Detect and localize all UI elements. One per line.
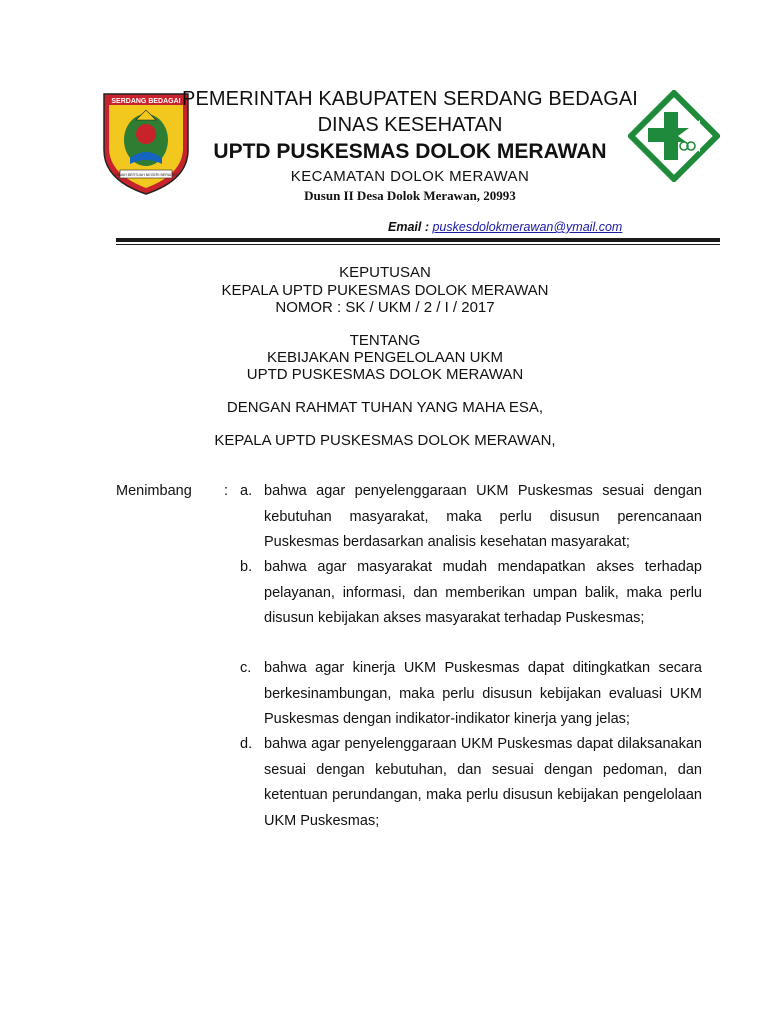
item-text-a: bahwa agar penyelenggaraan UKM Puskesmas sesuai dengan kebutuhan masyarakat, maka perlu disusun perencanaan Puskesmas berdasarkan analisis kesehatan masyarakat; (264, 483, 702, 550)
letterhead-email-row (388, 220, 622, 234)
letterhead-divider-thin (116, 244, 720, 245)
item-text-b: bahwa agar masyarakat mudah mendapatkan akses terhadap pelayanan, informasi, dan memberikan umpan balik, maka perlu disusun kebijakan akses masyarakat terhadap Puskesmas; (264, 559, 702, 626)
email-link[interactable]: puskesdolokmerawan@ymail.com (432, 220, 623, 234)
letterhead-government: PEMERINTAH KABUPATEN SERDANG BEDAGAI (182, 88, 638, 110)
email-label: Email : (388, 220, 433, 234)
title-rahmat: DENGAN RAHMAT TUHAN YANG MAHA ESA, (226, 399, 544, 416)
item-mark-a: a. (240, 483, 253, 499)
crest-motto-text: TANAH BERTUAH NEGERI BERADAT (114, 173, 178, 177)
letterhead-department: DINAS KESEHATAN (317, 114, 503, 136)
title-keputusan: KEPUTUSAN (339, 264, 431, 281)
item-mark-d: d. (240, 736, 253, 752)
title-kepala-signatory: KEPALA UPTD PUSKESMAS DOLOK MERAWAN, (214, 432, 556, 449)
title-kepala: KEPALA UPTD PUKESMAS DOLOK MERAWAN (221, 282, 549, 299)
letterhead-address: Dusun II Desa Dolok Merawan, 20993 (304, 188, 516, 203)
title-uptd: UPTD PUSKESMAS DOLOK MERAWAN (246, 366, 524, 383)
item-mark-c: c. (240, 660, 252, 676)
item-text-c: bahwa agar kinerja UKM Puskesmas dapat ditingkatkan secara berkesinambungan, maka perlu disusun kebijakan evaluasi UKM Puskesmas dengan indikator-indikator kinerja yang jelas; (264, 660, 702, 727)
item-text-d: bahwa agar penyelenggaraan UKM Puskesmas dapat dilaksanakan sesuai dengan kebutuhan, dan sesuai dengan pedoman, dan ketentuan perundangan, maka perlu disusun kebijakan pengelolaan UKM Puskesmas; (264, 736, 702, 829)
menimbang-colon: : (224, 483, 229, 499)
title-kebijakan: KEBIJAKAN PENGELOLAAN UKM (267, 349, 503, 366)
item-mark-b: b. (240, 559, 253, 575)
title-nomor: NOMOR : SK / UKM / 2 / I / 2017 (275, 299, 495, 316)
crest-title-text: SERDANG BEDAGAI (111, 98, 181, 105)
letterhead-institution: UPTD PUSKESMAS DOLOK MERAWAN (213, 140, 607, 163)
menimbang-label: Menimbang (116, 483, 192, 499)
letterhead-district: KECAMATAN DOLOK MERAWAN (290, 168, 530, 185)
letterhead-divider-thick (116, 238, 720, 242)
title-tentang: TENTANG (349, 332, 421, 349)
